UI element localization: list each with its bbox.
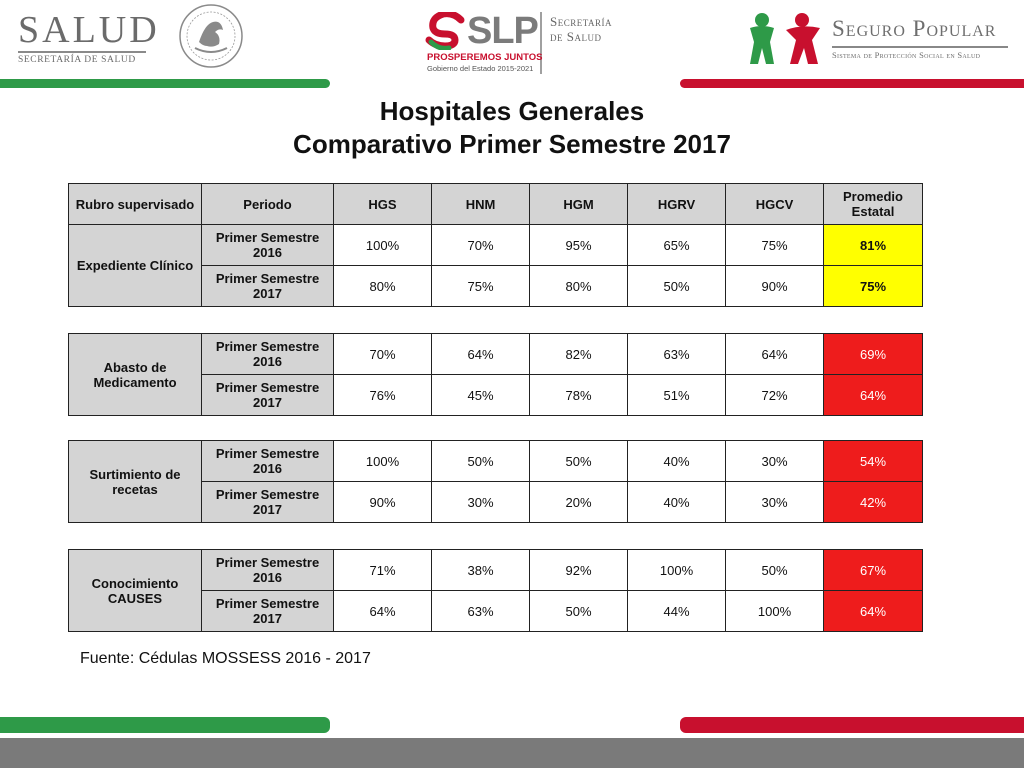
average-cell: 69%: [824, 334, 923, 375]
period-cell: Primer Semestre 2017: [202, 375, 334, 416]
value-cell: 95%: [530, 225, 628, 266]
category-cell: Expediente Clínico: [69, 225, 202, 307]
value-cell: 64%: [334, 591, 432, 632]
value-cell: 78%: [530, 375, 628, 416]
table-block-surtimiento: [68, 440, 923, 523]
slp-tagline: PROSPEREMOS JUNTOS: [427, 52, 543, 63]
slp-secretaria: [550, 14, 612, 44]
table-block-conocimiento: [68, 549, 923, 632]
value-cell: 40%: [628, 441, 726, 482]
column-header: Periodo: [202, 184, 334, 225]
value-cell: 76%: [334, 375, 432, 416]
value-cell: 50%: [432, 441, 530, 482]
table-row: [69, 441, 923, 482]
source-note: Fuente: Cédulas MOSSESS 2016 - 2017: [80, 650, 371, 667]
slp-logo: [425, 10, 630, 78]
slp-letters: SLP: [467, 10, 538, 52]
mexico-seal-icon: [175, 2, 247, 70]
value-cell: 65%: [628, 225, 726, 266]
slp-secretaria-line1: Secretaría: [550, 14, 613, 29]
slp-divider: [540, 12, 542, 74]
value-cell: 64%: [432, 334, 530, 375]
value-cell: 72%: [726, 375, 824, 416]
period-cell: Primer Semestre 2017: [202, 482, 334, 523]
column-header: Promedio Estatal: [824, 184, 923, 225]
period-cell: Primer Semestre 2017: [202, 591, 334, 632]
salud-logo: [18, 9, 160, 65]
category-cell: Surtimiento de recetas: [69, 441, 202, 523]
column-header: HGRV: [628, 184, 726, 225]
seguro-popular-rule: [832, 46, 1008, 48]
table-block-abasto: [68, 333, 923, 416]
category-cell: Conocimiento CAUSES: [69, 550, 202, 632]
value-cell: 50%: [628, 266, 726, 307]
footer-gray-band: [0, 738, 1024, 768]
column-header: HGM: [530, 184, 628, 225]
value-cell: 51%: [628, 375, 726, 416]
value-cell: 90%: [334, 482, 432, 523]
average-cell: 54%: [824, 441, 923, 482]
value-cell: 100%: [726, 591, 824, 632]
value-cell: 63%: [432, 591, 530, 632]
period-cell: Primer Semestre 2017: [202, 266, 334, 307]
slp-mark-icon: [425, 12, 465, 50]
average-cell: 42%: [824, 482, 923, 523]
period-cell: Primer Semestre 2016: [202, 441, 334, 482]
page-title-line2: Comparativo Primer Semestre 2017: [293, 129, 731, 159]
table-header-row: [69, 184, 923, 225]
category-cell: Abasto de Medicamento: [69, 334, 202, 416]
seguro-popular-logo: [740, 10, 1015, 70]
value-cell: 71%: [334, 550, 432, 591]
slp-gobierno: Gobierno del Estado 2015-2021: [427, 64, 534, 73]
table-row: [69, 334, 923, 375]
bottom-red-bar: [680, 717, 1024, 733]
page-title: [0, 95, 1024, 161]
value-cell: 82%: [530, 334, 628, 375]
value-cell: 30%: [432, 482, 530, 523]
value-cell: 20%: [530, 482, 628, 523]
column-header: HNM: [432, 184, 530, 225]
value-cell: 100%: [334, 225, 432, 266]
period-cell: Primer Semestre 2016: [202, 225, 334, 266]
average-cell: 75%: [824, 266, 923, 307]
period-cell: Primer Semestre 2016: [202, 334, 334, 375]
salud-logo-word: SALUD: [18, 9, 160, 51]
value-cell: 30%: [726, 482, 824, 523]
value-cell: 100%: [628, 550, 726, 591]
slp-secretaria-line2: de Salud: [550, 29, 602, 44]
bottom-green-bar: [0, 717, 330, 733]
value-cell: 70%: [334, 334, 432, 375]
average-cell: 64%: [824, 375, 923, 416]
column-header: HGCV: [726, 184, 824, 225]
value-cell: 45%: [432, 375, 530, 416]
average-cell: 67%: [824, 550, 923, 591]
value-cell: 50%: [726, 550, 824, 591]
value-cell: 40%: [628, 482, 726, 523]
value-cell: 44%: [628, 591, 726, 632]
table-block-expediente: [68, 183, 923, 307]
table-row: [69, 550, 923, 591]
value-cell: 80%: [530, 266, 628, 307]
seguro-popular-subtitle: Sistema de Protección Social en Salud: [832, 50, 981, 60]
period-cell: Primer Semestre 2016: [202, 550, 334, 591]
seguro-popular-figures-icon: [740, 10, 830, 68]
table-row: [69, 225, 923, 266]
value-cell: 63%: [628, 334, 726, 375]
salud-logo-rule: [18, 51, 146, 53]
salud-logo-subtitle: SECRETARÍA DE SALUD: [18, 55, 136, 65]
seguro-popular-title: Seguro Popular: [832, 16, 997, 41]
value-cell: 38%: [432, 550, 530, 591]
value-cell: 75%: [432, 266, 530, 307]
value-cell: 50%: [530, 441, 628, 482]
value-cell: 80%: [334, 266, 432, 307]
page-title-line1: Hospitales Generales: [379, 96, 645, 126]
value-cell: 92%: [530, 550, 628, 591]
value-cell: 75%: [726, 225, 824, 266]
value-cell: 64%: [726, 334, 824, 375]
value-cell: 70%: [432, 225, 530, 266]
column-header: HGS: [334, 184, 432, 225]
average-cell: 81%: [824, 225, 923, 266]
value-cell: 30%: [726, 441, 824, 482]
value-cell: 90%: [726, 266, 824, 307]
value-cell: 100%: [334, 441, 432, 482]
top-green-bar: [0, 79, 330, 88]
value-cell: 50%: [530, 591, 628, 632]
column-header: Rubro supervisado: [69, 184, 202, 225]
average-cell: 64%: [824, 591, 923, 632]
top-red-bar: [680, 79, 1024, 88]
